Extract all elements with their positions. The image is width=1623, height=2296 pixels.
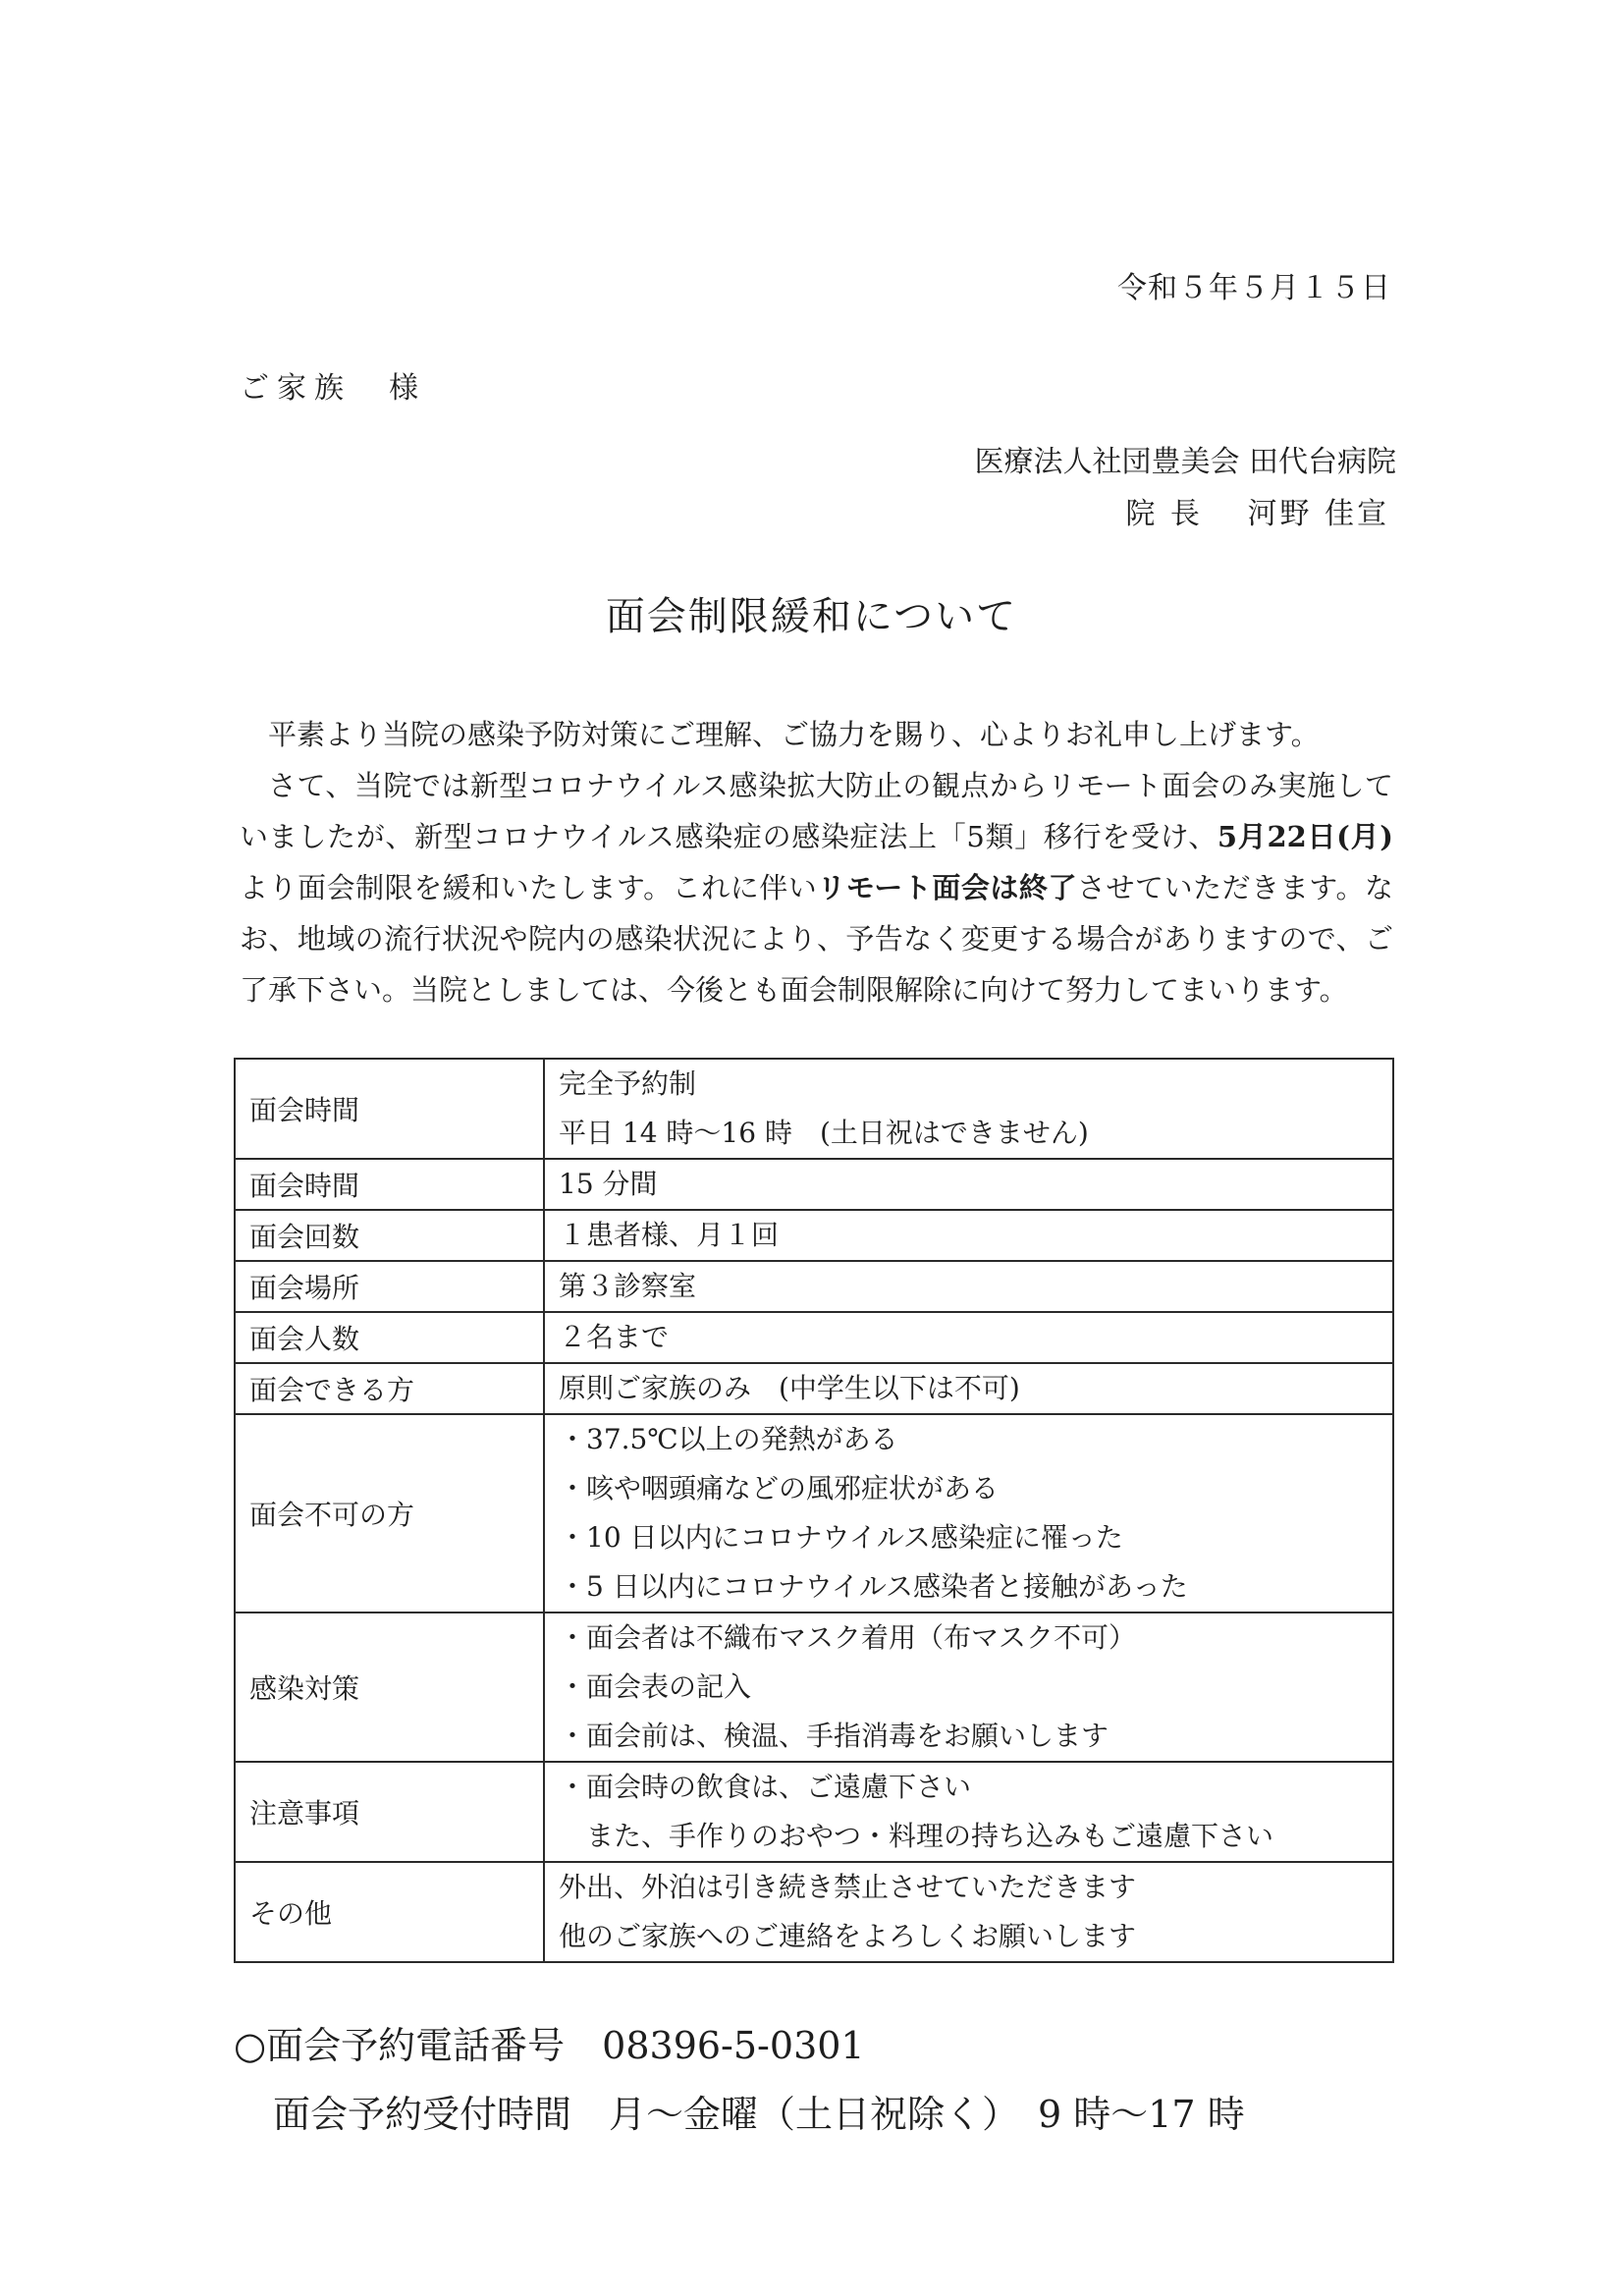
table-value-line: ・面会前は、検温、手指消毒をお願いします: [559, 1720, 1109, 1752]
para2-text-b: より面会制限を緩和いたします。これに伴い: [240, 871, 818, 904]
body-paragraph-2: [240, 760, 1393, 1015]
table-row: [235, 1312, 1393, 1363]
table-value-line: 原則ご家族のみ (中学生以下は不可): [559, 1372, 1020, 1404]
table-value-line: ２名まで: [559, 1321, 670, 1353]
table-value-line: 第３診察室: [559, 1270, 697, 1302]
table-row-label: 感染対策: [235, 1613, 544, 1762]
table-row-label: 面会回数: [235, 1210, 544, 1261]
table-value-line: ・10 日以内にコロナウイルス感染症に罹った: [559, 1521, 1123, 1554]
table-row-label: 面会時間: [235, 1159, 544, 1210]
table-row: [235, 1363, 1393, 1414]
organization-name: 医療法人社団豊美会 田代台病院: [974, 445, 1396, 479]
table-row: [235, 1210, 1393, 1261]
table-value-line: 完全予約制: [559, 1067, 697, 1100]
table-value-line: 15 分間: [559, 1168, 658, 1200]
table-value-line: 外出、外泊は引き続き禁止させていただきます: [559, 1871, 1137, 1903]
reservation-hours: 面会予約受付時間 月～金曜（土日祝除く） 9 時～17 時: [273, 2093, 1245, 2136]
para2-text-a: さて、当院では新型コロナウイルス感染拡大防止の観点からリモート面会のみ実施していましたが、新型コロナウイルス感染症の感染症法上「5類」移行を受け、: [240, 769, 1393, 853]
table-row-label: 面会不可の方: [235, 1414, 544, 1613]
director-name: 院 長 河野 佳宣: [1125, 497, 1389, 531]
table-value-line: １患者様、月１回: [559, 1219, 780, 1251]
table-value-line: ・咳や咽頭痛などの風邪症状がある: [559, 1472, 1000, 1504]
table-value-line: また、手作りのおやつ・料理の持ち込みもご遠慮下さい: [559, 1820, 1274, 1852]
table-row: [235, 1762, 1393, 1862]
table-value-line: ・面会者は不織布マスク着用（布マスク不可）: [559, 1621, 1137, 1654]
table-row-value: [544, 1414, 1393, 1613]
table-row: [235, 1414, 1393, 1613]
body-paragraph-1: 平素より当院の感染予防対策にご理解、ご協力を賜り、心よりお礼申し上げます。: [268, 718, 1320, 751]
reservation-phone: ○面会予約電話番号 08396-5-0301: [234, 2024, 865, 2067]
table-row-label: 面会できる方: [235, 1363, 544, 1414]
table-row: [235, 1613, 1393, 1762]
table-row: [235, 1862, 1393, 1962]
table-row: [235, 1159, 1393, 1210]
document-date: 令和５年５月１５日: [1117, 271, 1391, 305]
table-value-line: ・5 日以内にコロナウイルス感染者と接触があった: [559, 1570, 1188, 1603]
table-row-value: [544, 1613, 1393, 1762]
table-row-value: [544, 1312, 1393, 1363]
para2-date: 5月22日(月): [1217, 820, 1393, 853]
table-row-value: [544, 1210, 1393, 1261]
para2-text-c: させていただきます。なお、地域の流行状況や院内の感染状況により、予告なく変更する場合がありますので、ご了承下さい。当院としましては、今後とも面会制限解除に向けて努力してまいります。: [240, 871, 1393, 1007]
table-row-label: その他: [235, 1862, 544, 1962]
table-row-label: 面会時間: [235, 1059, 544, 1159]
table-row: [235, 1059, 1393, 1159]
table-row-value: [544, 1059, 1393, 1159]
table-row-label: 面会場所: [235, 1261, 544, 1312]
table-value-line: 他のご家族へのご連絡をよろしくお願いします: [559, 1920, 1137, 1952]
table-row-value: [544, 1862, 1393, 1962]
table-value-line: 平日 14 時～16 時 (土日祝はできません): [559, 1117, 1089, 1149]
body-text: [240, 709, 1393, 1015]
visit-info-table: [234, 1058, 1394, 1963]
table-row-value: [544, 1159, 1393, 1210]
table-row-value: [544, 1261, 1393, 1312]
table-row-value: [544, 1762, 1393, 1862]
table-value-line: ・面会表の記入: [559, 1670, 752, 1703]
table-row-label: 面会人数: [235, 1312, 544, 1363]
table-row: [235, 1261, 1393, 1312]
addressee: ご家族 様: [240, 371, 426, 406]
document-title: 面会制限緩和について: [605, 594, 1018, 639]
table-row-label: 注意事項: [235, 1762, 544, 1862]
table-value-line: ・37.5℃以上の発熱がある: [559, 1423, 898, 1455]
table-value-line: ・面会時の飲食は、ご遠慮下さい: [559, 1771, 972, 1803]
table-row-value: [544, 1363, 1393, 1414]
para2-remote-end: リモート面会は終了: [817, 871, 1077, 904]
